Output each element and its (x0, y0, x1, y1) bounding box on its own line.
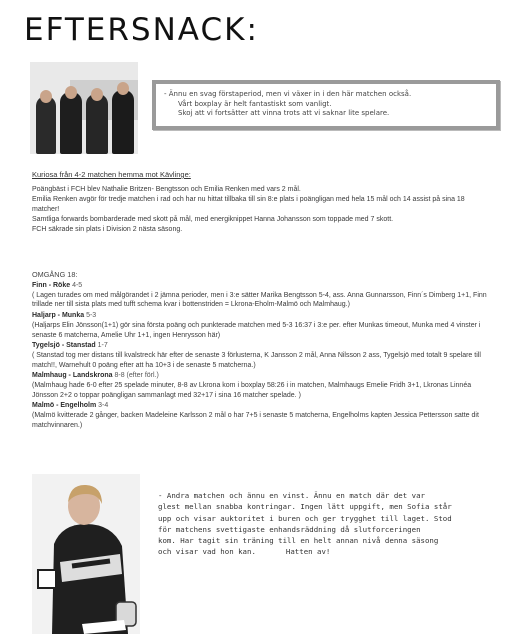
match-description: ( Lagen turades om med målgörandet i 2 jämna perioder, men i 3:e sätter Marika Bengtsson 5-4, ass. Anna Gunnarsson, Finn´s Dimberg 1+1, Finn trillade ner till sista plats med tufft schema kvar i bottenstriden = Lkrona-Eholm-Malmö och Malmhaug.) (32, 291, 487, 309)
quote-box-top (152, 80, 500, 130)
round-heading: OMGÅNG 18: (32, 270, 78, 279)
kuriosa-caption: Kuriosa från 4-2 matchen hemma mot Kävlinge: (32, 170, 191, 179)
match-description: (Haljarps Elin Jönsson(1+1) gör sina första poäng och punkterade matchen med 5-3 16:37 i 3:e per. efter Munkas timeout, Munka med 4 vinster i senaste 6 matcherna, Amelie Uhr 1+1, ingen Henrysson här) (32, 321, 481, 339)
match-score: 4-5 (72, 282, 83, 289)
match-list (32, 281, 492, 432)
match-teams: Haljarp - Munka (32, 312, 85, 320)
quote-bottom (158, 490, 488, 558)
kuriosa-line: Samtliga forwards bombarderade med skott på mål, med energiknippet Hanna Johansson som toppade med 7 skott. (32, 216, 394, 223)
match-score: 3-4 (98, 402, 109, 410)
match-score: 5-3 (86, 312, 97, 320)
match-item (32, 401, 492, 430)
kuriosa-text (32, 185, 484, 235)
kuriosa-line: FCH säkrade sin plats i Division 2 nästa säsong. (32, 226, 183, 233)
quote-line: Skoj att vi fortsätter att vinna trots att vi saknar lite spelare. (178, 109, 390, 117)
goalkeeper-illustration (32, 474, 140, 634)
match-score: 1-7 (97, 342, 108, 350)
person-head (117, 82, 129, 95)
person-head (40, 90, 52, 103)
quote-line: glest mellan snabba kontringar. Ingen lätt uppgift, men Sofia står (158, 502, 452, 512)
quote-signature: Hatten av! (285, 547, 331, 557)
page-title: EFTERSNACK: (24, 12, 259, 48)
match-teams: Finn - Röke (32, 282, 71, 289)
match-item (32, 341, 492, 370)
match-description: (Malmö kvitterade 2 gånger, backen Madeleine Karlsson 2 mål o har 7+5 i senaste 5 matcherna, Engelholms kapten Jessica Pettersson satte dit matchvinnaren.) (32, 412, 479, 429)
match-teams: Tygelsjö - Stanstad (32, 342, 96, 350)
match-item (32, 371, 492, 400)
kuriosa-line: Emilia Renken avgör för tredje matchen i rad och har nu hittat tillbaka till sin 8:e plats i poängligan med hela 15 mål och 14 assist på sina 18 matcher! (32, 196, 465, 213)
goalkeeper-photo (32, 474, 140, 634)
team-photo (30, 62, 138, 154)
match-item (32, 311, 492, 340)
person-head (65, 86, 77, 99)
match-description: ( Stanstad tog mer distans till kvalstreck här efter de senaste 3 förlusterna, K Jansson 2 mål, Anna Nilsson 2 ass, Tygelsjö med totalt 9 spelare till match!!, Warnehult 0 poäng efter att ha 10+3 i de senaste 5 matcherna.) (32, 351, 481, 369)
person-figure (86, 94, 108, 154)
match-teams: Malmhaug - Landskrona (32, 372, 113, 380)
match-item (32, 281, 492, 310)
quote-line: för matchens svettigaste enhandsräddning då slutforceringen (158, 524, 421, 534)
person-head (91, 88, 103, 101)
match-description: (Malmhaug hade 6-0 efter 25 spelade minuter, 8-8 av Lkrona kom i boxplay 58:26 i in matchen, Malmhaugs Emelie Fridh 3+1, Lkronas Linnéa Jönsson 2+2 o toppar poängligan sammanlagt med 32+17 i sina 16 matcher spelade. ) (32, 382, 472, 399)
match-teams: Malmö - Engelholm (32, 402, 97, 410)
quote-line: och visar vad hon kan. (158, 547, 256, 557)
quote-line: - Ännu en svag förstaperiod, men vi växer in i den här matchen också. (164, 90, 412, 98)
quote-line: kom. Har tagit sin träning till en helt annan nivå denna säsong (158, 536, 439, 546)
quote-line: upp och visar auktoritet i buren och ger trygghet till laget. Stod (158, 513, 452, 523)
quote-line: Vårt boxplay är helt fantastiskt som vanligt. (178, 99, 332, 108)
kuriosa-line: Poängbäst i FCH blev Nathalie Britzen- Bengtsson och Emilia Renken med vars 2 mål. (32, 186, 301, 193)
quote-line: - Andra matchen och ännu en vinst. Ännu en match där det var (158, 491, 425, 500)
person-figure (60, 92, 82, 154)
person-figure (36, 96, 56, 154)
match-score: 8-8 (efter förl.) (114, 372, 159, 380)
person-figure (112, 90, 134, 154)
